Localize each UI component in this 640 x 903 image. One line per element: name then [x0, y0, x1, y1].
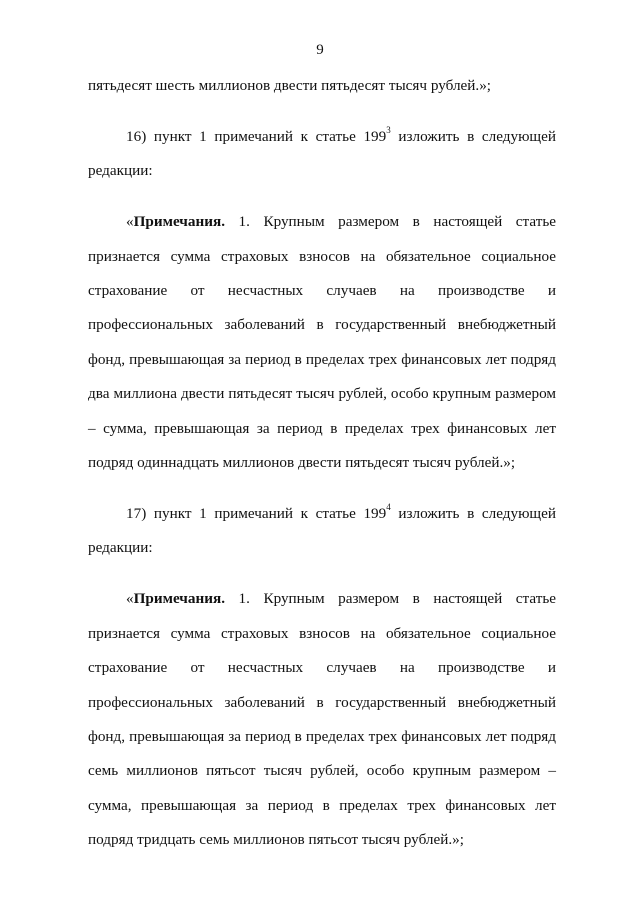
superscript: 4	[386, 501, 391, 512]
paragraph-tail: изложить в следующей редакции:	[88, 504, 556, 557]
note-heading: Примечания.	[133, 590, 225, 608]
page-number: 9	[316, 42, 324, 58]
paragraph-item-17	[88, 497, 556, 566]
paragraph-continuation	[88, 69, 556, 103]
quote-open: «	[126, 213, 134, 231]
superscript: 3	[386, 124, 391, 135]
paragraph-tail: изложить в следующей редакции:	[88, 127, 556, 180]
quote-open: «	[126, 590, 134, 608]
note-text: 1. Крупным размером в настоящей статье признается сумма страховых взносов на обязательное социальное страхование от несчастных случаев на производстве и профессиональных заболеваний в государственный внебюджетный фонд, превышающая за период в пределах трех финансовых лет подряд два миллиона двести пятьдесят тысяч рублей, особо крупным размером – сумма, превышающая за период в пределах трех финансовых лет подряд одиннадцать миллионов двести пятьдесят тысяч рублей.»;	[88, 213, 556, 472]
paragraph-item-16	[88, 120, 556, 189]
paragraph-note-199-4	[88, 582, 556, 857]
note-text: 1. Крупным размером в настоящей статье признается сумма страховых взносов на обязательное социальное страхование от несчастных случаев на производстве и профессиональных заболеваний в государственный внебюджетный фонд, превышающая за период в пределах трех финансовых лет подряд семь миллионов пятьсот тысяч рублей, особо крупным размером – сумма, превышающая за период в пределах трех финансовых лет подряд тридцать семь миллионов пятьсот тысяч рублей.»;	[88, 590, 556, 849]
paragraph-text: пятьдесят шесть миллионов двести пятьдесят тысяч рублей.»;	[88, 77, 492, 94]
paragraph-lead: 17) пункт 1 примечаний к статье 199	[126, 504, 387, 522]
paragraph-lead: 16) пункт 1 примечаний к статье 199	[126, 127, 387, 145]
document-body	[88, 69, 556, 874]
paragraph-note-199-3	[88, 205, 556, 480]
note-heading: Примечания.	[133, 213, 225, 231]
